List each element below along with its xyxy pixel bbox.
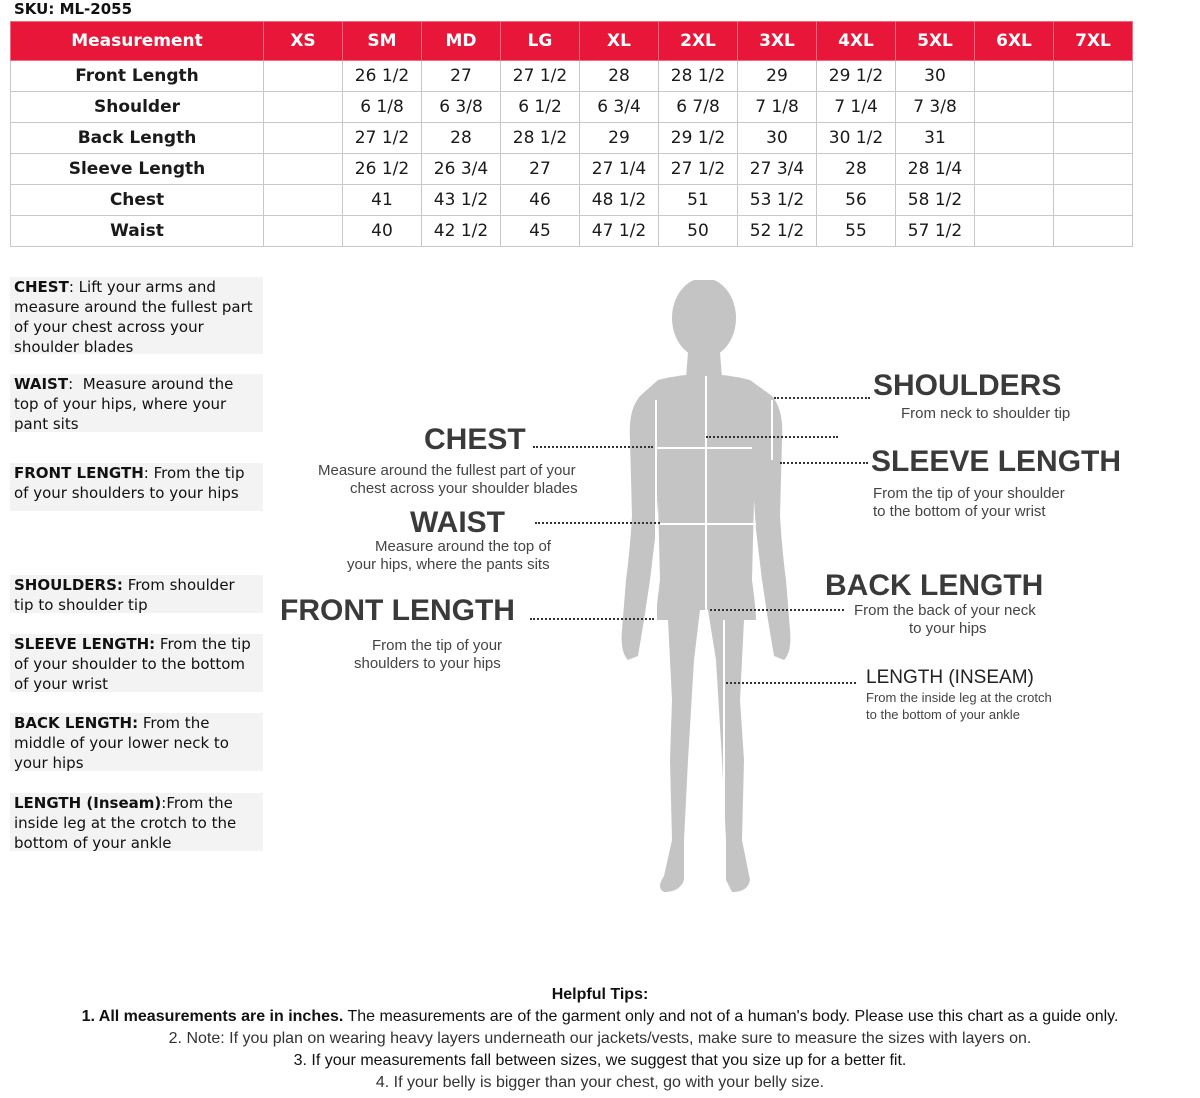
table-cell: 26 1/2 [343,154,422,185]
table-cell: 30 [896,61,975,92]
sku-label: SKU: ML-2055 [14,0,133,18]
table-cell [264,185,343,216]
row-label: Back Length [11,123,264,154]
definition-box [10,575,263,613]
table-cell: 52 1/2 [738,216,817,247]
definition-separator: : [143,464,154,482]
table-row [11,92,1133,123]
chest-diagram-desc: chest across your shoulder blades [350,480,578,497]
header-size: XL [580,22,659,61]
table-cell: 26 1/2 [343,61,422,92]
row-label: Shoulder [11,92,264,123]
chest-right-leader-line [706,436,838,438]
table-cell: 50 [659,216,738,247]
table-cell [975,185,1054,216]
tips-heading: Helpful Tips: [551,986,649,1003]
table-cell: 28 [580,61,659,92]
row-label: Chest [11,185,264,216]
shoulders-leader-line [774,397,870,399]
tip-1 [0,1006,1200,1028]
table-cell: 30 1/2 [817,123,896,154]
table-cell: 30 [738,123,817,154]
table-cell [975,123,1054,154]
front-length-leader-line [530,618,654,620]
table-cell [1054,216,1133,247]
table-cell: 48 1/2 [580,185,659,216]
header-size: 7XL [1054,22,1133,61]
table-row [11,61,1133,92]
header-measurement: Measurement [11,22,264,61]
definition-term: FRONT LENGTH [14,464,144,482]
inseam-diagram-title: LENGTH (INSEAM) [866,667,1034,688]
table-cell: 28 [422,123,501,154]
table-cell [975,216,1054,247]
table-cell: 7 1/4 [817,92,896,123]
definition-text: From the tip of your shoulders to your hips [14,464,245,502]
table-cell: 29 [738,61,817,92]
table-cell: 27 1/2 [501,61,580,92]
back-length-leader-line [710,609,844,611]
tip-2: 2. Note: If you plan on wearing heavy layers underneath our jackets/vests, make sure to measure the sizes with layers on. [168,1030,1032,1047]
waist-leader-line [535,522,660,524]
table-cell: 45 [501,216,580,247]
table-cell: 6 7/8 [659,92,738,123]
table-cell: 28 1/2 [501,123,580,154]
table-cell: 51 [659,185,738,216]
table-cell: 27 3/4 [738,154,817,185]
table-cell: 27 1/4 [580,154,659,185]
chest-diagram-desc: Measure around the fullest part of your [318,462,576,479]
sleeve-length-leader-line [780,462,868,464]
table-cell: 42 1/2 [422,216,501,247]
definition-term: SHOULDERS: [14,576,123,594]
definition-box [10,277,263,354]
table-row [11,216,1133,247]
table-cell [264,61,343,92]
waist-diagram-title: WAIST [410,506,505,539]
header-size: LG [501,22,580,61]
header-size: 6XL [975,22,1054,61]
table-cell: 27 1/2 [659,154,738,185]
table-cell: 47 1/2 [580,216,659,247]
table-cell: 29 1/2 [817,61,896,92]
table-row [11,154,1133,185]
table-cell [1054,154,1133,185]
tip-1-bold: 1. All measurements are in inches. [81,1008,344,1025]
table-cell: 28 [817,154,896,185]
back-length-diagram-desc: to your hips [909,620,987,637]
table-cell: 57 1/2 [896,216,975,247]
shoulders-diagram-desc: From neck to shoulder tip [901,405,1071,422]
table-cell: 28 1/2 [659,61,738,92]
table-cell [1054,61,1133,92]
table-cell: 27 [422,61,501,92]
table-cell [264,216,343,247]
table-cell: 53 1/2 [738,185,817,216]
table-cell: 7 1/8 [738,92,817,123]
header-size: 5XL [896,22,975,61]
definition-term: BACK LENGTH: [14,714,139,732]
table-cell: 40 [343,216,422,247]
definition-box [10,793,263,851]
definition-term: LENGTH (Inseam) [14,794,162,812]
front-length-diagram-title: FRONT LENGTH [280,594,515,627]
size-chart-table [10,21,1133,247]
definition-box [10,374,263,432]
table-cell: 7 3/8 [896,92,975,123]
table-row [11,123,1133,154]
inseam-leader-line [726,682,856,684]
definition-text: From the tip of your shoulder to the bottom of your wrist [14,635,251,693]
table-cell [1054,185,1133,216]
table-cell: 27 1/2 [343,123,422,154]
definition-separator: : [68,278,79,296]
table-cell: 6 1/8 [343,92,422,123]
table-cell: 41 [343,185,422,216]
tip-4: 4. If your belly is bigger than your chest, go with your belly size. [375,1074,825,1091]
row-label: Front Length [11,61,264,92]
inseam-diagram-desc: to the bottom of your ankle [866,707,1020,722]
header-size: MD [422,22,501,61]
table-cell [1054,92,1133,123]
row-label: Sleeve Length [11,154,264,185]
table-cell: 27 [501,154,580,185]
table-cell: 55 [817,216,896,247]
header-size: SM [343,22,422,61]
header-size: 3XL [738,22,817,61]
shoulders-diagram-title: SHOULDERS [873,369,1062,402]
table-cell: 6 3/4 [580,92,659,123]
table-cell: 46 [501,185,580,216]
definition-term: WAIST [14,375,69,393]
inseam-diagram-desc: From the inside leg at the crotch [866,690,1052,705]
definition-term: SLEEVE LENGTH: [14,635,156,653]
definition-box [10,713,263,771]
sleeve-length-diagram-title: SLEEVE LENGTH [871,445,1122,478]
header-size: 2XL [659,22,738,61]
tip-1-text: The measurements are of the garment only and not of a human's body. Please use this chart as a guide only. [343,1008,1119,1025]
table-row [11,185,1133,216]
front-length-diagram-desc: From the tip of your [372,637,503,654]
definition-text: From the inside leg at the crotch to the bottom of your ankle [14,794,237,852]
table-cell [264,154,343,185]
header-size: XS [264,22,343,61]
definition-separator: : [68,375,83,393]
definition-text: Lift your arms and measure around the fullest part of your chest across your shoulder blades [14,278,253,356]
table-cell: 26 3/4 [422,154,501,185]
tip-3: 3. If your measurements fall between sizes, we suggest that you size up for a better fit. [293,1052,907,1069]
definition-text: From shoulder tip to shoulder tip [14,576,235,614]
waist-diagram-desc: your hips, where the pants sits [347,556,550,573]
table-cell: 29 [580,123,659,154]
table-cell: 43 1/2 [422,185,501,216]
sleeve-length-diagram-desc: to the bottom of your wrist [873,503,1046,520]
table-cell [975,92,1054,123]
table-cell: 28 1/4 [896,154,975,185]
sleeve-length-diagram-desc: From the tip of your shoulder [873,485,1065,502]
definition-term: CHEST [14,278,69,296]
table-cell: 6 3/8 [422,92,501,123]
table-cell [975,154,1054,185]
chest-diagram-title: CHEST [424,423,526,456]
definition-separator: : [161,794,167,812]
chest-leader-line [533,446,653,448]
head-shape [672,280,736,358]
table-header-row [11,22,1133,61]
table-cell [1054,123,1133,154]
table-cell [264,123,343,154]
back-length-diagram-title: BACK LENGTH [825,569,1044,602]
definition-text: Measure around the top of your hips, where your pant sits [14,375,234,433]
waist-diagram-desc: Measure around the top of [375,538,551,555]
definition-box [10,463,263,511]
table-cell [975,61,1054,92]
body-silhouette [560,280,860,920]
helpful-tips [0,984,1200,1094]
table-cell: 29 1/2 [659,123,738,154]
front-length-diagram-desc: shoulders to your hips [354,655,501,672]
header-size: 4XL [817,22,896,61]
table-cell [264,92,343,123]
definition-box [10,634,263,692]
definition-text: From the middle of your lower neck to your hips [14,714,229,772]
table-cell: 56 [817,185,896,216]
row-label: Waist [11,216,264,247]
table-cell: 6 1/2 [501,92,580,123]
table-cell: 58 1/2 [896,185,975,216]
back-length-diagram-desc: From the back of your neck [854,602,1036,619]
table-cell: 31 [896,123,975,154]
